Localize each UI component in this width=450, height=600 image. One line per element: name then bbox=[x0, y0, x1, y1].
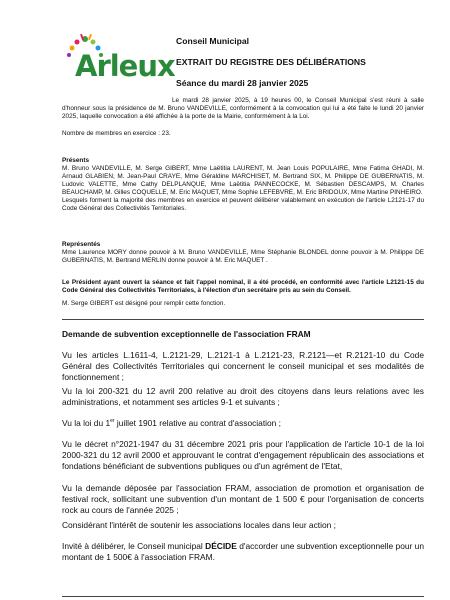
logo-wordmark: Arleux bbox=[75, 49, 175, 83]
loi-1901-part-a: Vu la loi du 1 bbox=[62, 418, 111, 428]
secretary-designation: M. Serge GIBERT est désigné pour remplir cette fonction. bbox=[62, 300, 226, 307]
footer-divider bbox=[62, 596, 424, 597]
intro-paragraph: Le mardi 28 janvier 2025, à 19 heures 00, le Conseil Municipal s'est réuni à salle d'honneur sous la présidence de M. Bruno VANDEVILLE, conformément à la convocation qui lui a été faite le lundi 20 janvier 2025, laquelle convocation a été affichée à la porte de la Mairie, conformément à la Loi. bbox=[62, 97, 424, 120]
decision-part-a: Invité à délibérer, le Conseil municipal bbox=[62, 541, 206, 551]
representes-section bbox=[62, 241, 424, 265]
loi-1901-superscript: er bbox=[110, 418, 115, 425]
session-date: Séance du mardi 28 janvier 2025 bbox=[176, 78, 309, 88]
representes-list: Mme Laurence MORY donne pouvoir à M. Bruno VANDEVILLE, Mme Stéphanie BLONDEL donne pouvoir à M. Philippe DE GUBERNATIS, M. Bertrand MERLIN donne pouvoir à M. Eric MAQUET . bbox=[62, 249, 424, 264]
presents-section bbox=[62, 157, 424, 213]
arleux-logo bbox=[63, 33, 175, 85]
presents-list: M. Bruno VANDEVILLE, M. Serge GIBERT, Mme Laëtitia LAURENT, M. Jean Louis POPULAIRE, Mme Fatima GHADI, M. Arnaud GLABIEN, M. Jean-Paul CRAYE, Mme Géraldine MARCHISET, M. Bertrand SIX, M. Philippe DE GUBERNATIS, M. Ludovic VALETTE, Mme Cathy DELPLANQUE, Mme Laëtitia PANNECOCKE, M. Sébastien DESCAMPS, M. Charles BEAUCHAMP, M. Gilles COQUELLE, M. Eric MAQUET, Mme Sophie LEFEBVRE, M. Eric BRIDOUX, Mme Martine PINHEIRO. bbox=[62, 165, 424, 196]
paragraph-vu-decret: Vu le décret n°2021-1947 du 31 décembre 2021 pris pour l'application de l'article 10-1 de la loi 2000-321 du 12 avril 2000 et approuvant le contrat d'engagement républicain des associations et fondations bénéficiant de subventions publiques ou d'un agrément de l'Etat, bbox=[62, 439, 424, 471]
decision-keyword: DÉCIDE bbox=[205, 541, 237, 551]
document-header bbox=[176, 36, 426, 99]
council-title: Conseil Municipal bbox=[176, 36, 250, 46]
paragraph-vu-articles: Vu les articles L.1611-4, L.2121-29, L.2121-1 à L.2121-23, R.2121—et R.2121-10 du Code Général des Collectivités Territoriales qui concernent le conseil municipal et ses modalités de fonctionnement ; bbox=[62, 350, 424, 382]
paragraph-vu-demande: Vu la demande déposée par l'association FRAM, association de promotion et organisation de festival rock, sollicitant une subvention d'un montant de 1 500 € pour l'organisation de concerts rock au cours de l'année 2025 ; bbox=[62, 483, 424, 515]
secretary-election: Le Président ayant ouvert la séance et fait l'appel nominal, il a été procédé, en conformité avec l'article L2121-15 du Code Général des Collectivités Territoriales, à l'élection d'un secrétaire pris au sein du Conseil. bbox=[62, 279, 424, 294]
presents-heading: Présents bbox=[62, 157, 89, 164]
paragraph-vu-loi-1901 bbox=[62, 418, 424, 429]
register-title: EXTRAIT DU REGISTRE DES DÉLIBÉRATIONS bbox=[176, 57, 366, 67]
decision-part-b: d'accorder une subvention exceptionnelle pour un montant de 1 500€ à l'association FRAM. bbox=[62, 541, 424, 562]
deliberation-title: Demande de subvention exceptionnelle de l'association FRAM bbox=[62, 329, 311, 339]
paragraph-decision bbox=[62, 541, 424, 563]
paragraph-considerant: Considérant l'intérêt de soutenir les associations locales dans leur action ; bbox=[62, 520, 336, 530]
representes-heading: Représentés bbox=[62, 241, 101, 248]
paragraph-vu-loi-2000: Vu la loi 200-321 du 12 avril 200 relative au droit des citoyens dans leurs relations avec les administrations, et notamment ses articles 9-1 et suivants ; bbox=[62, 386, 424, 407]
section-divider bbox=[62, 319, 424, 320]
intro-block bbox=[62, 97, 424, 138]
quorum-statement: Lesquels forment la majorité des membres en exercice et peuvent délibérer valablement en exécution de l'article L2121-17 du Code Général des Collectivités Territoriales. bbox=[62, 197, 424, 212]
loi-1901-part-b: juillet 1901 relative au contrat d'association ; bbox=[114, 418, 281, 428]
secretary-section bbox=[62, 279, 424, 308]
members-count: Nombre de membres en exercice : 23. bbox=[62, 130, 171, 137]
